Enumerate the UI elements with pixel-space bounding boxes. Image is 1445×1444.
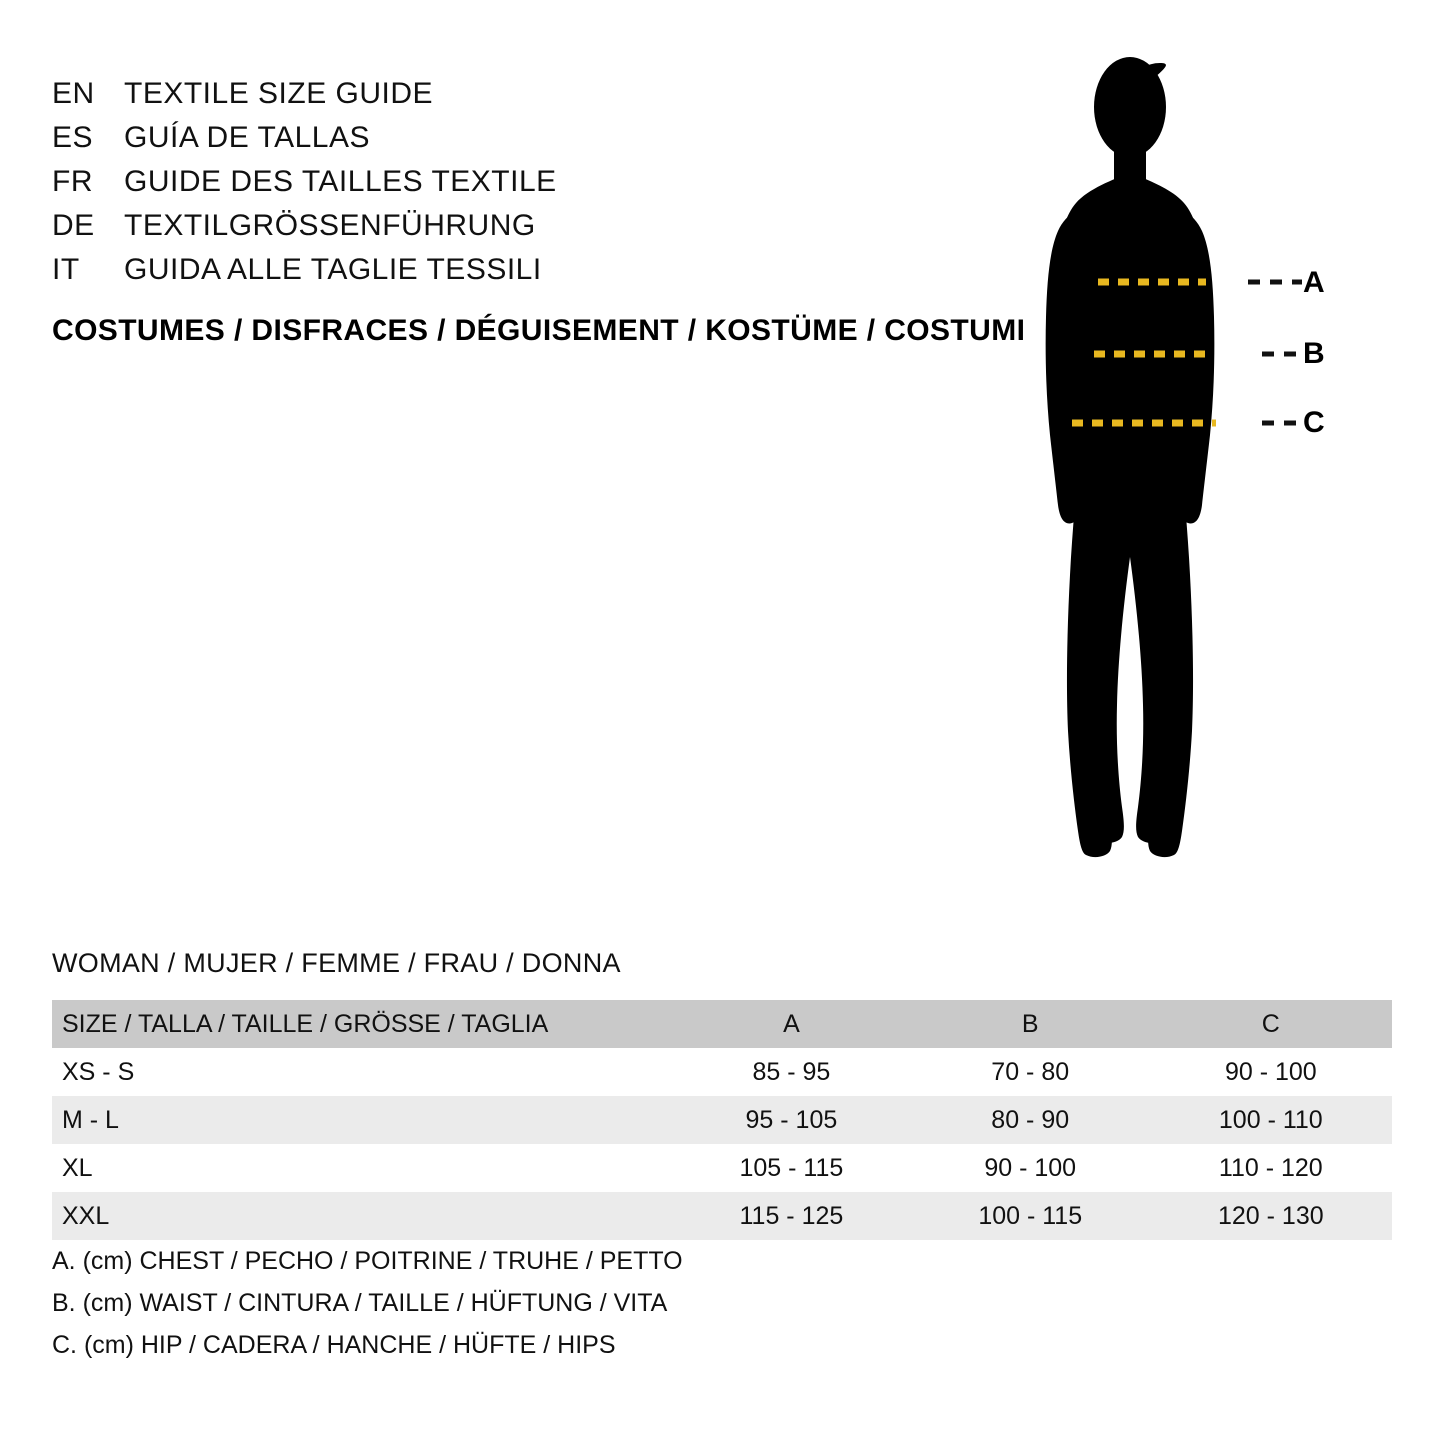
- language-text: GUIDA ALLE TAGLIE TESSILI: [124, 253, 542, 286]
- measure-label-c: C: [1303, 406, 1325, 439]
- language-text: TEXTILGRÖSSENFÜHRUNG: [124, 209, 536, 242]
- language-text: TEXTILE SIZE GUIDE: [124, 77, 434, 110]
- cell-a: 105 - 115: [739, 1153, 844, 1182]
- column-header-size: SIZE / TALLA / TAILLE / GRÖSSE / TAGLIA: [62, 1009, 549, 1038]
- costumes-subtitle: COSTUMES / DISFRACES / DÉGUISEMENT / KOSTÜME / COSTUMI: [52, 314, 1026, 347]
- cell-size: XS - S: [62, 1057, 135, 1086]
- column-header-c: C: [1261, 1009, 1280, 1038]
- female-silhouette-figure: [1010, 55, 1370, 885]
- cell-size: M - L: [62, 1105, 119, 1134]
- measure-label-a: A: [1303, 266, 1325, 299]
- table-header-row: [52, 1000, 1392, 1048]
- language-row: [52, 204, 1032, 248]
- language-text: GUÍA DE TALLAS: [124, 121, 370, 154]
- cell-b: 90 - 100: [984, 1153, 1077, 1182]
- language-row: [52, 72, 1032, 116]
- cell-b: 80 - 90: [991, 1105, 1070, 1134]
- language-row: [52, 248, 1032, 292]
- legend-line-a: A. (cm) CHEST / PECHO / POITRINE / TRUHE / PETTO: [52, 1247, 683, 1275]
- column-header-a: A: [783, 1009, 800, 1038]
- cell-c: 100 - 110: [1218, 1105, 1323, 1134]
- legend-line-c: C. (cm) HIP / CADERA / HANCHE / HÜFTE / HIPS: [52, 1331, 616, 1359]
- silhouette-path: [1046, 57, 1215, 857]
- table-row: [52, 1192, 1392, 1240]
- cell-size: XL: [62, 1153, 93, 1182]
- size-table: [52, 1000, 1392, 1240]
- cell-c: 120 - 130: [1217, 1201, 1324, 1230]
- cell-c: 110 - 120: [1218, 1153, 1323, 1182]
- language-code: DE: [52, 209, 95, 242]
- cell-a: 95 - 105: [745, 1105, 838, 1134]
- table-row: [52, 1048, 1392, 1096]
- language-row: [52, 116, 1032, 160]
- cell-a: 115 - 125: [739, 1201, 844, 1230]
- measure-label-b: B: [1303, 337, 1325, 370]
- legend-line-b: B. (cm) WAIST / CINTURA / TAILLE / HÜFTUNG / VITA: [52, 1289, 668, 1317]
- cell-c: 90 - 100: [1224, 1057, 1317, 1086]
- language-code: IT: [52, 253, 80, 286]
- cell-size: XXL: [62, 1201, 110, 1230]
- language-code: FR: [52, 165, 93, 198]
- measurement-legend: [52, 1240, 683, 1366]
- language-row: [52, 160, 1032, 204]
- cell-b: 70 - 80: [991, 1057, 1070, 1086]
- column-header-b: B: [1021, 1009, 1039, 1038]
- cell-a: 85 - 95: [752, 1057, 831, 1086]
- table-body: [52, 1048, 1392, 1240]
- table-row: [52, 1096, 1392, 1144]
- language-list: [52, 72, 1032, 348]
- cell-b: 100 - 115: [978, 1201, 1083, 1230]
- language-code: EN: [52, 77, 95, 110]
- table-header: [52, 1000, 1392, 1048]
- language-code: ES: [52, 121, 94, 154]
- table-section-title: WOMAN / MUJER / FEMME / FRAU / DONNA: [52, 948, 621, 978]
- table-row: [52, 1144, 1392, 1192]
- language-text: GUIDE DES TAILLES TEXTILE: [124, 165, 557, 198]
